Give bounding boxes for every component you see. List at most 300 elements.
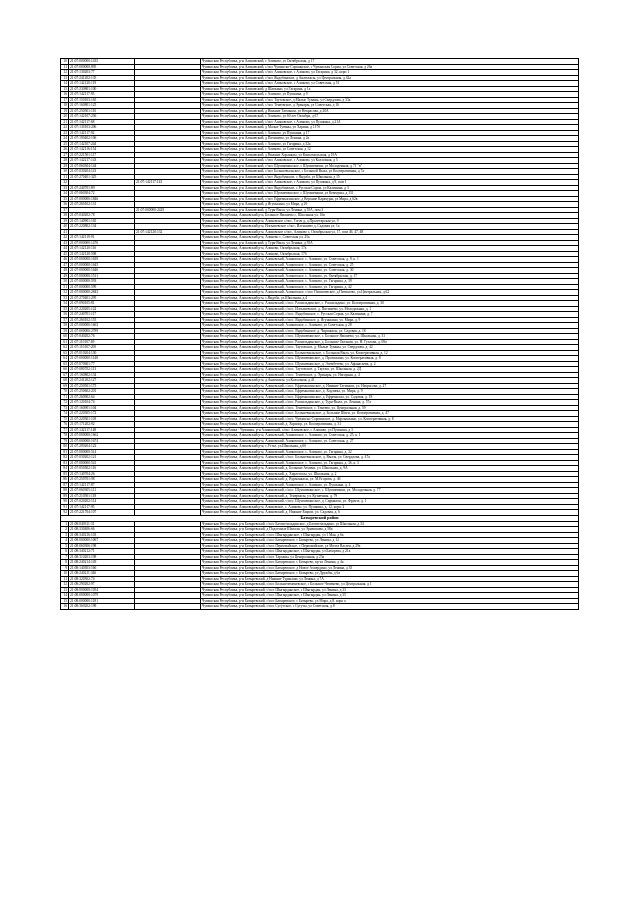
- row-number-cell: 58: [61, 323, 69, 329]
- address-cell: Чувашская Республика, р-н Батыревский, д Нижние Турмыши, ул Ленина, д 7А: [201, 576, 579, 582]
- cadastral-number-cell: 21:07:020202:114: [69, 499, 135, 505]
- row-number-cell: 16: [61, 604, 69, 610]
- address-cell: Чувашская Республика, р-н Аликовский, д Ягунькино, ул Мира, д 29: [201, 202, 579, 208]
- cadastral-number-cell: 21:07:220802:134: [69, 224, 135, 230]
- address-cell: Чувашская Республика, Аликовский р-н, Аликовский, Аликовское, с. Аликово, ул. Советская, д. 25: [201, 262, 579, 268]
- cadastral-number-cell: 21:07:120104:74: [69, 400, 135, 406]
- row-number-cell: 88: [61, 488, 69, 494]
- address-cell: Чувашская Республика, р-н Батыревский, с/пос Сугутское, с Сугуты, ул Советская, д 8: [201, 604, 579, 610]
- cadastral-number-cell: 21:08:060306:198: [69, 543, 135, 549]
- cadastral-number-cell: 21:07:241202:127: [69, 378, 135, 384]
- row-number-cell: 15: [61, 598, 69, 604]
- cadastral-number-cell: 21:07:142117:93: [69, 92, 135, 98]
- row-number-cell: 82: [61, 455, 69, 461]
- cadastral-number-cell: 21:07:140901:165: [69, 218, 135, 224]
- cadastral-number-cell: 21:07:221704:107: [69, 510, 135, 516]
- row-number-cell: 76: [61, 422, 69, 428]
- cadastral-number-cell: 21:07:000000:541: [69, 460, 135, 466]
- cadastral-number-cell: 21:07:000000:2789: [69, 328, 135, 334]
- cadastral-number-cell: 21:07:000000:1674: [69, 438, 135, 444]
- address-cell: Чувашская Республика, Аликовский р-н, Аликовский, Аликовское, с. Аликово, ул. Советская, д. 27: [201, 438, 579, 444]
- address-cell: Чувашская Республика, Аликовский р-н, Аликовский, с/пос. Тенеевское, д. Эренары, ул. Нагорная, д. 4: [201, 372, 579, 378]
- address-cell: Чувашская Республика, р-н Аликовский, с/пос Чувашско-Сорминское, с Чувашская Сорма, ул Советская, д 26а: [201, 64, 579, 70]
- cadastral-number-cell: 21:07:270401:325: [69, 174, 135, 180]
- address-cell: Чувашская Республика, р-н Батыревский, с/пос Шыгырданское, с Шыгырдан, ул Ленина, д 35: [201, 593, 579, 599]
- row-number-cell: 18: [61, 103, 69, 109]
- row-number-cell: 60: [61, 334, 69, 340]
- cadastral-number-cell: 21:07:190402:106: [69, 136, 135, 142]
- address-cell: Чувашская Республика, р-н Аликовский, с Аликово, ул Пушкина, д 9: [201, 92, 579, 98]
- row-number-cell: 12: [61, 582, 69, 588]
- address-cell: Чувашская Республика, Аликовский р-н, Аликовский, с/пос. Яндобинское, с. Русская Сорма, ул. Калинина, д. 7: [201, 312, 579, 318]
- address-cell: Чувашская Республика, р-н Аликовский, д Нижние Хоранялы, ул Комсомольская, д 19А: [201, 152, 579, 158]
- cadastral-number-cell: 21:08:000000:1181: [69, 598, 135, 604]
- cadastral-number-cell: 21:07:060305:111: [69, 488, 135, 494]
- row-number-cell: 3: [61, 532, 69, 538]
- address-cell: Чувашская Республика, р-н Аликовский, с/пос Таутовское, д Малые Туваны, ул Свердлова, д 33а: [201, 97, 579, 103]
- cadastral-number-cell: 21:08:330406:66: [69, 527, 135, 533]
- address-cell: Чувашская Республика, Аликовский р-н, Аликовский, с/пос. Большевыльское, д. Большие Шиги, ул. Кооперативная, д. 47: [201, 411, 579, 417]
- row-number-cell: 10: [61, 59, 69, 65]
- address-cell: Чувашская Республика, Аликовский р-н, Аликовский, с/пос. Ефремкасинское, д. Нижние Татмыши, ул. Некрасова, д. 27: [201, 383, 579, 389]
- address-cell: Чувашская Республика, р-н Аликовский, с/пос Большевыльское, с Большой Выла, ул Кооперативная, д 7а: [201, 169, 579, 175]
- address-cell: Чувашская Республика, Аликовский р-н, д.Анатькасы, ул.Колхозная, д.41: [201, 378, 579, 384]
- address-cell: Чувашская Республика, р-н Батыревский, с/пос Шыгырданское, с Шыгырдан, ул Батырева, д 21а: [201, 549, 579, 555]
- cadastral-number-cell: 21:07:000000:593: [69, 279, 135, 285]
- row-number-cell: 31: [61, 174, 69, 180]
- address-cell: Чувашская Республика, Аликовский р-н, Аликовский, с/пос. Ефремкасинское, д. Ефремкасы, ул. Садовая, д. 18: [201, 394, 579, 400]
- cadastral-number-cell: 21:08:000000:1067: [69, 538, 135, 544]
- cadastral-number-cell: 21:07:130103:206: [69, 125, 135, 131]
- cadastral-number-cell: 21:07:080702:113: [69, 367, 135, 373]
- cadastral-number-cell: 21:07:040202:76: [69, 334, 135, 340]
- row-number-cell: 2: [61, 527, 69, 533]
- cadastral-number-cell: 21:07:142117:92: [69, 130, 135, 136]
- address-cell: Чувашская Республика, р-н Аликовский, с/пос Аликовское, с Аликово, ул Пушкина, д 9, пом I: [201, 180, 579, 186]
- cadastral-number-cell: 21:07:000000:1846: [69, 196, 135, 202]
- address-cell: Чувашская Республика, Аликовский р-н, Аликовский, с/пос. Шумшевашское, д. Пролшкино, ул. Кооперативная, д. 8: [201, 356, 579, 362]
- cadastral-number-cell: 21:07:142107:236: [69, 114, 135, 120]
- address-cell: Чувашская Республика, р-н Аликовский, д Нижние Татмыши, ул Некрасова, д 20А: [201, 108, 579, 114]
- row-number-cell: 52: [61, 290, 69, 296]
- address-cell: Чувашская Республика, Аликовский р-н, с.Устье, ул.Школьная, д.6б: [201, 444, 579, 450]
- address-cell: Чувашская Республика, Аликовский р-н, Аликово с, Советская ул, 25а: [201, 235, 579, 241]
- address-cell: Чувашская Республика, Аликовский р-н, Аликовский, Аликовское, с. Аликово, ул Советская, д 28: [201, 323, 579, 329]
- cadastral-number-cell: 21:07:150103:165: [69, 97, 135, 103]
- address-cell: Чувашская Республика, р-н Батыревский, с/пос Батыревское, с Батырево, ул Дружбы, д 6а: [201, 571, 579, 577]
- property-register-table: [60, 58, 579, 610]
- row-number-cell: 47: [61, 262, 69, 268]
- row-number-cell: 32: [61, 180, 69, 186]
- cadastral-number-cell: 21:07:000000:1663: [69, 323, 135, 329]
- address-cell: Чувашская Республика, р-н Аликовский, с/пос Шумшевашское, с Шумшеваши, ул Молодежная, д 71 "в": [201, 163, 579, 169]
- address-cell: Чувашская Республика, р-н Батыревский, с/пос Батыревское, д Новое Ахпердино, ул Ленина, д 35: [201, 565, 579, 571]
- address-cell: Чувашская Республика, р-н Аликовский, с Аликово, ул Гагарина, д 32а: [201, 141, 579, 147]
- row-number-cell: 21: [61, 119, 69, 125]
- row-number-cell: 5: [61, 543, 69, 549]
- address-cell: Чувашская Республика, Аликовский р-н, Аликовское, с. Аликово, ул. Пушкина, д. 12, корп. 2: [201, 504, 579, 510]
- row-number-cell: 77: [61, 427, 69, 433]
- address-cell: Чувашская Республика, Аликовский р-н, Аликовский, д. Хорнзор, ул. Кооперативная, д. 31: [201, 422, 579, 428]
- row-number-cell: 10: [61, 571, 69, 577]
- address-cell: Чувашская Республика, Аликовский р-н, Аликовский, Аликовское, с/пос Питишевское, д.Питишево, ул.Центральная, д.62: [201, 290, 579, 296]
- address-cell: Чувашская Республика, р-н Аликовский, с/пос Аликовское, с Аликово, ул Пушкина, д 21А: [201, 119, 579, 125]
- address-cell: Чувашская Республика, р-н Батыревский, с/пос Батыревское, с Батырево, ул Мира, д 8, корп а: [201, 598, 579, 604]
- row-number-cell: 66: [61, 367, 69, 373]
- row-number-cell: 40: [61, 224, 69, 230]
- cadastral-number-cell: 21:08:320302:74: [69, 576, 135, 582]
- cadastral-number-cell: 21:07:142120:119: [69, 81, 135, 87]
- cadastral-number-cell: 21:08:310203:198: [69, 554, 135, 560]
- address-cell: Чувашская Республика, Аликовский р-н, Аликовский, Аликовское, с. Аликово, ул. Гагарина, д. 39: [201, 279, 579, 285]
- row-number-cell: 39: [61, 218, 69, 224]
- address-cell: Чувашская Республика, р-н Аликовский, д Питишево, ул Ленина, д 2а: [201, 136, 579, 142]
- row-number-cell: 79: [61, 438, 69, 444]
- row-number-cell: 73: [61, 405, 69, 411]
- row-number-cell: 92: [61, 510, 69, 516]
- cadastral-number-cell: 21:07:130203:77: [69, 70, 135, 76]
- cadastral-number-cell: 21:07:000000:1476: [69, 240, 135, 246]
- address-cell: Чувашская Республика, р-н Аликовский, с/пос Аликовское, с Аликово, ул Гагарина, д 32, корп 1: [201, 70, 579, 76]
- cadastral-number-cell: 21:07:070601:77: [69, 361, 135, 367]
- row-number-cell: 64: [61, 356, 69, 362]
- address-cell: Чувашская Республика, Аликовский р-н, Аликовский, с/пос. Таутовское, д. Тауташ, ул. Школьная, д. 2Д: [201, 367, 579, 373]
- cadastral-number-cell: 21:07:000000:1646: [69, 268, 135, 274]
- cadastral-number-cell: 21:08:340212:71: [69, 549, 135, 555]
- address-cell: Чувашская Республика, р-н Аликовский, с Аликово, ул Октябрьская, д 17: [201, 59, 579, 65]
- cadastral-number-cell: 21:08:340216:103: [69, 532, 135, 538]
- address-cell: Чувашская Республика, Аликовский р-н, с.Яндоба, ул.Школьная, д.4: [201, 295, 579, 301]
- cadastral-number-cell: 21:07:241202:135: [69, 75, 135, 81]
- row-number-cell: 23: [61, 130, 69, 136]
- address-cell: Чувашская Республика, Аликовский р-н, Аликовский, Аликовское, с. Аликово, ул. Советская, д. 30: [201, 268, 579, 274]
- cadastral-number-cell: 21:07:142117:95: [69, 504, 135, 510]
- address-cell: Чувашская Республика, р-н Батыревский, с/пос Батыревское, с Батырево, пр-кт Ленина, д 4а: [201, 560, 579, 566]
- cadastral-number-cell: 21:07:250501:175: [69, 383, 135, 389]
- address-cell: Чувашская Республика, Аликовский р-н, Аликовский, Аликовское, с. Аликово, ул. Советская, д. 9, к. 1: [201, 257, 579, 263]
- row-number-cell: 51: [61, 284, 69, 290]
- room-cadastral-number-cell: 21:07:142120:132: [135, 229, 201, 235]
- cadastral-number-cell: 21:07:171202:92: [69, 422, 135, 428]
- address-cell: Чувашская Республика, р-н Аликовский, с/пос Ефремкасинское, д Верхние Карачуры, ул Мира, д 62в: [201, 196, 579, 202]
- address-cell: Чувашская Республика, Аликовский р-н, Аликовский, с/пос. Таутовское, д. Малые Туваны, ул. Свердлова, д. 42: [201, 345, 579, 351]
- row-number-cell: 62: [61, 345, 69, 351]
- row-number-cell: 71: [61, 394, 69, 400]
- row-number-cell: 37: [61, 207, 69, 213]
- cadastral-number-cell: 21:07:210501:118: [69, 493, 135, 499]
- cadastral-number-cell: 21:07:160901:104: [69, 405, 135, 411]
- row-number-cell: 78: [61, 433, 69, 439]
- row-number-cell: 68: [61, 378, 69, 384]
- room-cadastral-number-cell: 21:07:000000:2429: [135, 207, 201, 213]
- address-cell: Чувашская Республика, Аликовский р-н, Аликовский, д. Нижние Ещипи, ул. Садовая, д. 6: [201, 510, 579, 516]
- address-cell: Чувашская Республика, Аликовский р-н, Аликовский, с/пос. Илгышевское, д. Питишево, ул. Молодежная, д. 1: [201, 306, 579, 312]
- cadastral-number-cell: 21:07:260102:131: [69, 202, 135, 208]
- address-cell: Чувашская Республика, Аликовский р-н, Аликовский, Аликовское, с. Аликово, ул. Гагарина, д. 32: [201, 449, 579, 455]
- cadastral-number-cell: 21:07:040202:78: [69, 213, 135, 219]
- row-number-cell: 41: [61, 229, 69, 235]
- row-number-cell: 43: [61, 240, 69, 246]
- cadastral-number-cell: 21:07:110107:205: [69, 345, 135, 351]
- address-cell: Чувашская Республика, Аликовский р-н, Аликовский, с/пос. Чувашско-Сорминское, д. Мартышкино, ул. Кооперативная, д. 8: [201, 416, 579, 422]
- address-cell: Чувашская Республика, р-н Аликовский, д Туря-Выла, ул Ленина, д 55А, пом 3: [201, 207, 579, 213]
- row-number-cell: 11: [61, 64, 69, 70]
- cadastral-number-cell: 21:07:090105:81: [69, 301, 135, 307]
- row-number-cell: 53: [61, 295, 69, 301]
- cadastral-number-cell: 21:07:010204:130: [69, 350, 135, 356]
- address-cell: Чувашская Республика, Аликовский р-н, Аликовский, с/пос. Тенеевское, с. Тенеево, ул. Центральная, д. 59: [201, 405, 579, 411]
- cadastral-number-cell: 21:07:000000:1645: [69, 262, 135, 268]
- address-cell: Чувашская Республика, Аликовский р-н, Большое Ямашево с, Школьная ул, 16в: [201, 213, 579, 219]
- address-cell: Чувашская Республика, р-н Батыревский, с/пос Бахтиггильдинское, д Бахтиггильдино, ул Школьная, д 34: [201, 521, 579, 527]
- row-number-cell: 50: [61, 279, 69, 285]
- row-number-cell: 25: [61, 141, 69, 147]
- address-cell: Чувашская Республика, р-н Аликовский, с/пос Тенеевское, д Эренары, ул Советская, д 16: [201, 103, 579, 109]
- address-cell: Чувашская Республика, р-н Батыревский, д Подлесные Шигали, ул Эрнешкова, д 58а: [201, 527, 579, 533]
- address-cell: Чувашская Республика, Аликовский р-н, Аликовский, Аликовское, с. Аликово, ул. Октябрьская, д. 17: [201, 273, 579, 279]
- address-cell: Чувашская Республика, Аликовский р-н, Аликовский, Аликовское, с. Аликово, ул. Советская, д. 25, к. 1: [201, 433, 579, 439]
- cadastral-number-cell: 21:07:000000:1662: [69, 433, 135, 439]
- cadastral-number-cell: 21:07:050302:116: [69, 466, 135, 472]
- row-number-cell: 55: [61, 306, 69, 312]
- cadastral-number-cell: 21:07:000000:1639: [69, 257, 135, 263]
- cadastral-number-cell: 21:07:160801:125: [69, 103, 135, 109]
- row-number-cell: 1: [61, 521, 69, 527]
- row-number-cell: 91: [61, 504, 69, 510]
- address-cell: Чувашская Республика, р-н Аликовский, с/пос Яндобинское, с Яндоба, ул Школьная, д 15: [201, 174, 579, 180]
- row-number-cell: 13: [61, 587, 69, 593]
- address-cell: Чувашская Республика, Аликовский р-н, Аликовский, с/пос. Большевыльское, д. Вылзя, ул. Свердлова, д. 47а: [201, 455, 579, 461]
- address-cell: Чувашская Республика, Аликовский р-н, Аликовский, с/пос. Раскильдинское, д. Туря-Выла, ул. Ленина, д. 57а: [201, 400, 579, 406]
- cadastral-number-cell: 21:08:040311:31: [69, 521, 135, 527]
- cadastral-number-cell: 21:08:240214:149: [69, 560, 135, 566]
- address-cell: Чувашская Республика, р-н Аликовский, д Шапкино, ул Гагарина, д 1а: [201, 86, 579, 92]
- row-number-cell: 16: [61, 92, 69, 98]
- cadastral-number-cell: 21:08:140303:166: [69, 565, 135, 571]
- cadastral-number-cell: 21:07:142120:116: [69, 246, 135, 252]
- cadastral-number-cell: 21:07:000000:2843: [69, 290, 135, 296]
- room-cadastral-number-cell: 21:07:142117:143: [135, 180, 201, 186]
- cadastral-number-cell: 21:07:270401:295: [69, 295, 135, 301]
- address-cell: Чувашская Республика, р-н Батыревский, с/пос Батыревское, с Батырево, ул Ленина, д 12: [201, 538, 579, 544]
- cadastral-number-cell: 21:08:240211:346: [69, 571, 135, 577]
- address-cell: Чувашская Республика, Аликовский р-н, Аликовский, с/пос. Раскильдинское, д. Большие Октыши, ул. Н. Гузлова, д. 69а: [201, 339, 579, 345]
- address-cell: Чувашская Республика, р-н Аликовский, д Малые Туваны, ул Харина, д 117б: [201, 125, 579, 131]
- row-number-cell: 26: [61, 147, 69, 153]
- row-number-cell: 4: [61, 538, 69, 544]
- address-cell: Чувашская Республика, р-н Батыревский, с/пос Первомайское, с Первомайское, ул Митта Васлея, д 29а: [201, 543, 579, 549]
- cadastral-number-cell: 21:07:142217:143: [69, 158, 135, 164]
- address-cell: Чувашская Республика, р-н Аликовский, с Аликово, ул Советская, д 12: [201, 147, 579, 153]
- row-number-cell: 14: [61, 81, 69, 87]
- row-number-cell: 20: [61, 114, 69, 120]
- cadastral-number-cell: 21:07:060304:72: [69, 191, 135, 197]
- row-number-cell: 83: [61, 460, 69, 466]
- address-cell: Чувашская Республика, Аликовский р-н, Аликовский, с/пос. Яндобинское, д. Чиршкасы, ул. Садовая, д. 18: [201, 328, 579, 334]
- row-number-cell: 29: [61, 163, 69, 169]
- address-cell: Чувашская Республика, Аликовский р-н, Аликовский, с/пос. Большевыльское, с. Большая Выла, ул. Кооперативная, д. 12: [201, 350, 579, 356]
- row-number-cell: 42: [61, 235, 69, 241]
- address-cell: Чувашская Республика, р-н Батыревский, с/пос Шыгырданское, с Шыгырдан, ул 1 Мая, д 6а: [201, 532, 579, 538]
- address-cell: Чувашская Республика, Аликовский р-н, Аликовское с/пос, Аликово с, Октябрьская ул, 17, пом 46, 47, 48: [201, 229, 579, 235]
- cadastral-number-cell: 21:07:140704:26: [69, 471, 135, 477]
- cadastral-number-cell: 21:07:142117:87: [69, 482, 135, 488]
- row-number-cell: 75: [61, 416, 69, 422]
- cadastral-number-cell: 21:08:360202:198: [69, 604, 135, 610]
- cadastral-number-cell: 21:07:142117:148: [69, 427, 135, 433]
- cadastral-number-cell: 21:08:290202:97: [69, 582, 135, 588]
- row-number-cell: 90: [61, 499, 69, 505]
- address-cell: Чувашская Республика, р-н Аликовский, с/пос Яндобинское, с Русская Сорма, ул Калинина, д 3: [201, 185, 579, 191]
- table-row: [61, 604, 579, 610]
- row-number-cell: 11: [61, 576, 69, 582]
- cadastral-number-cell: 21:07:230801:100: [69, 86, 135, 92]
- row-number-cell: 69: [61, 383, 69, 389]
- row-number-cell: 54: [61, 301, 69, 307]
- cadastral-number-cell: 21:07:260902:64: [69, 394, 135, 400]
- row-number-cell: 13: [61, 75, 69, 81]
- address-cell: Чувашская Республика, Аликовский р-н, Аликовский, д. Хирлепосы, ул. Школьная, д. 2: [201, 471, 579, 477]
- row-number-cell: 67: [61, 372, 69, 378]
- cadastral-number-cell: 21:07:142117:68: [69, 119, 135, 125]
- row-number-cell: 6: [61, 549, 69, 555]
- cadastral-number-cell: 21:07:250701:98: [69, 477, 135, 483]
- cadastral-number-cell: 21:07:160802:134: [69, 372, 135, 378]
- address-cell: Чувашская Республика, Аликовский р-н, Аликовский, д. Вурманкасы, ул. М.Егорова, д. 46: [201, 477, 579, 483]
- address-cell: Чувашская Республика, Аликовский р-н, Аликовский, Аликовское, с. Аликово, ул. Гагарина, д. 36, к. 3: [201, 460, 579, 466]
- address-cell: Чувашская Республика, Аликовский р-н, Аликовский, с/пос. Шумшевашское, д. Элембетево, ул. Афанасьева, д. 2: [201, 361, 579, 367]
- row-number-cell: 74: [61, 411, 69, 417]
- cadastral-number-cell: 21:07:221501:117: [69, 152, 135, 158]
- address-cell: Чувашская Республика, Аликовский р-н, Аликовский, с/пос. Яндобинское, д. Ягунькино, ул. Мира, д. 9: [201, 317, 579, 323]
- row-number-cell: 19: [61, 108, 69, 114]
- address-cell: Чувашская Республика, р-н Батыревский, с/пос Шыгырданское, с Шыгырдан, ул Ленина, д 33: [201, 587, 579, 593]
- address-cell: Чувашская Республика, Аликовский р-н, Аликово, Октябрьская, 17б: [201, 251, 579, 257]
- cadastral-number-cell: 21:07:000000:895: [69, 64, 135, 70]
- row-number-cell: 24: [61, 136, 69, 142]
- cadastral-number-cell: 21:07:142107:244: [69, 141, 135, 147]
- row-number-cell: 45: [61, 251, 69, 257]
- row-number-cell: 85: [61, 471, 69, 477]
- cadastral-number-cell: 21:07:000000:1511: [69, 273, 135, 279]
- row-number-cell: 15: [61, 86, 69, 92]
- cadastral-number-cell: 21:07:142120:508: [69, 251, 135, 257]
- row-number-cell: 22: [61, 125, 69, 131]
- row-number-cell: 49: [61, 273, 69, 279]
- cadastral-number-cell: 21:07:000000:1148: [69, 356, 135, 362]
- row-number-cell: 84: [61, 466, 69, 472]
- row-number-cell: 59: [61, 328, 69, 334]
- row-number-cell: 12: [61, 70, 69, 76]
- address-cell: Чувашская Республика, Аликовский р-н, Аликовское с/пос, Тогач д, д.Пролетарская ул, 9: [201, 218, 579, 224]
- row-number-cell: 46: [61, 257, 69, 263]
- cadastral-number-cell: 21:07:000000:599: [69, 284, 135, 290]
- row-number-cell: 7: [61, 554, 69, 560]
- address-cell: Чувашская Республика, Аликовский р-н, Илгышевское с/пос, Илгышево д, Садовая ул, 1а: [201, 224, 579, 230]
- address-cell: Чувашская Республика, Аликовский р-н, Аликовский, с/пос. Шумшевашское, с. Большое Ямашево, ул. Школьная, д. 31: [201, 334, 579, 340]
- cadastral-number-cell: 21:07:240701:117: [69, 312, 135, 318]
- row-number-cell: 38: [61, 213, 69, 219]
- row-number-cell: 87: [61, 482, 69, 488]
- cadastral-number-cell: 21:08:000000:1054: [69, 587, 135, 593]
- cadastral-number-cell: 21:07:260102:155: [69, 317, 135, 323]
- row-number-cell: 61: [61, 339, 69, 345]
- room-cadastral-number-cell: [135, 604, 201, 610]
- row-number-cell: 65: [61, 361, 69, 367]
- cadastral-number-cell: 21:07:030202:121: [69, 455, 135, 461]
- cadastral-number-cell: 21:07:200204:122: [69, 444, 135, 450]
- row-number-cell: 80: [61, 444, 69, 450]
- row-number-cell: 72: [61, 400, 69, 406]
- row-number-cell: 14: [61, 593, 69, 599]
- cadastral-number-cell: 21:07:030204:141: [69, 169, 135, 175]
- address-cell: Чувашская Республика, р-н Батыревский, с/пос Тарханы, ул Центральная, д 23а: [201, 554, 579, 560]
- row-number-cell: 86: [61, 477, 69, 483]
- row-number-cell: 56: [61, 312, 69, 318]
- cadastral-number-cell: 21:07:220305:172: [69, 411, 135, 417]
- row-number-cell: 17: [61, 97, 69, 103]
- address-cell: Чувашская Республика, р-н Аликовский, с Аликово, ул Пушкина, д 17: [201, 130, 579, 136]
- row-number-cell: 28: [61, 158, 69, 164]
- address-cell: Чувашская Республика, Аликовский р-н, Аликовский, Аликовское, с. Аликово, ул. Пушкина, д. 4: [201, 482, 579, 488]
- row-number-cell: 36: [61, 202, 69, 208]
- row-number-cell: 27: [61, 152, 69, 158]
- row-number-cell: 81: [61, 449, 69, 455]
- cadastral-number-cell: 21:07:060304:144: [69, 163, 135, 169]
- address-cell: Чувашская Республика, Аликовский р-н, Аликовский, д. Тенеркасы, ул. Кузнечная, д. 79: [201, 493, 579, 499]
- cadastral-number-cell: 21:07:250501:110: [69, 108, 135, 114]
- address-cell: Чувашская Республика, Аликовский р-н, Аликово, Октябрьская, 17а: [201, 246, 579, 252]
- address-cell: Чувашская Республика - Чувашия, р-н Аликовский, с/пос Аликовское, с Аликово, ул Пушкина, д 3: [201, 427, 579, 433]
- address-cell: Чувашская Республика, р-н Аликовский, с/пос Аликовское, с Аликово, ул Советская, д 51: [201, 81, 579, 87]
- address-cell: Чувашская Республика, р-н Аликовский, с/пос Аликовское, с Аликово, ул Колхозная, д 5: [201, 158, 579, 164]
- address-cell: Чувашская Республика, р-н Аликовский, с/пос Яндобинское, д Анатькасы, ул Центральная, д 42а: [201, 75, 579, 81]
- row-number-cell: 48: [61, 268, 69, 274]
- cadastral-number-cell: 21:07:220301:103: [69, 416, 135, 422]
- address-cell: Чувашская Республика, Аликовский р-н, Аликовский, с/пос. Раскильдинское, с. Раскильдино, ул. Кооперативная, д. 30: [201, 301, 579, 307]
- register-body: [61, 59, 579, 610]
- cadastral-number-cell: 21:07:000000:1435: [69, 59, 135, 65]
- row-number-cell: 89: [61, 493, 69, 499]
- cadastral-number-cell: 21:07:220205:122: [69, 306, 135, 312]
- row-number-cell: 57: [61, 317, 69, 323]
- address-cell: Чувашская Республика, Аликовский р-н, Аликовский, Аликовское, с. Аликово, ул. Гагарина, д. 42: [201, 284, 579, 290]
- row-number-cell: 63: [61, 350, 69, 356]
- row-number-cell: 34: [61, 191, 69, 197]
- cadastral-number-cell: 21:07:110107:69: [69, 339, 135, 345]
- address-cell: Чувашская Республика, р-н Батыревский, с/пос Большечеменевское, с Большое Чеменево, ул Центральная, д 1: [201, 582, 579, 588]
- row-number-cell: 30: [61, 169, 69, 175]
- cadastral-number-cell: 21:07:240701:89: [69, 185, 135, 191]
- row-number-cell: 44: [61, 246, 69, 252]
- address-cell: Чувашская Республика, Аликовский р-н, Аликовский, с/пос. Шумшевашское, с. Шумшеваши, ул. Молодежная, д. 77: [201, 488, 579, 494]
- address-cell: Чувашская Республика, Аликовский р-н, Аликовский, с/пос. Ефремкасинское, д. Ходзипы, ул. Мира, д. 9: [201, 389, 579, 395]
- row-number-cell: 70: [61, 389, 69, 395]
- section-title: Батыревский район: [61, 515, 579, 521]
- row-number-cell: 35: [61, 196, 69, 202]
- cadastral-number-cell: 21:08:000000:1079: [69, 593, 135, 599]
- address-cell: Чувашская Республика, Аликовский р-н, Аликовский, с/пос. Шумшевашское, д. Сирмкасы, ул. Фрунзе, д. 1: [201, 499, 579, 505]
- address-cell: Чувашская Республика, Аликовский р-н, Аликовский, д. Большие Атмени, ул. Школьная, д. 9А: [201, 466, 579, 472]
- row-number-cell: 8: [61, 560, 69, 566]
- cadastral-number-cell: 21:07:000000:514: [69, 449, 135, 455]
- address-cell: Чувашская Республика, р-н Аликовский, с Аликово, ул 60 лет Октября, д 67: [201, 114, 579, 120]
- row-number-cell: 33: [61, 185, 69, 191]
- cadastral-number-cell: 21:07:250602:201: [69, 389, 135, 395]
- address-cell: Чувашская Республика, р-н Аликовский, с/пос Шумшевашское, с Шумшеваши, ул Коммуны, д 131: [201, 191, 579, 197]
- cadastral-number-cell: 21:07:142116:154: [69, 147, 135, 153]
- cadastral-number-cell: 21:07:142119:91: [69, 235, 135, 241]
